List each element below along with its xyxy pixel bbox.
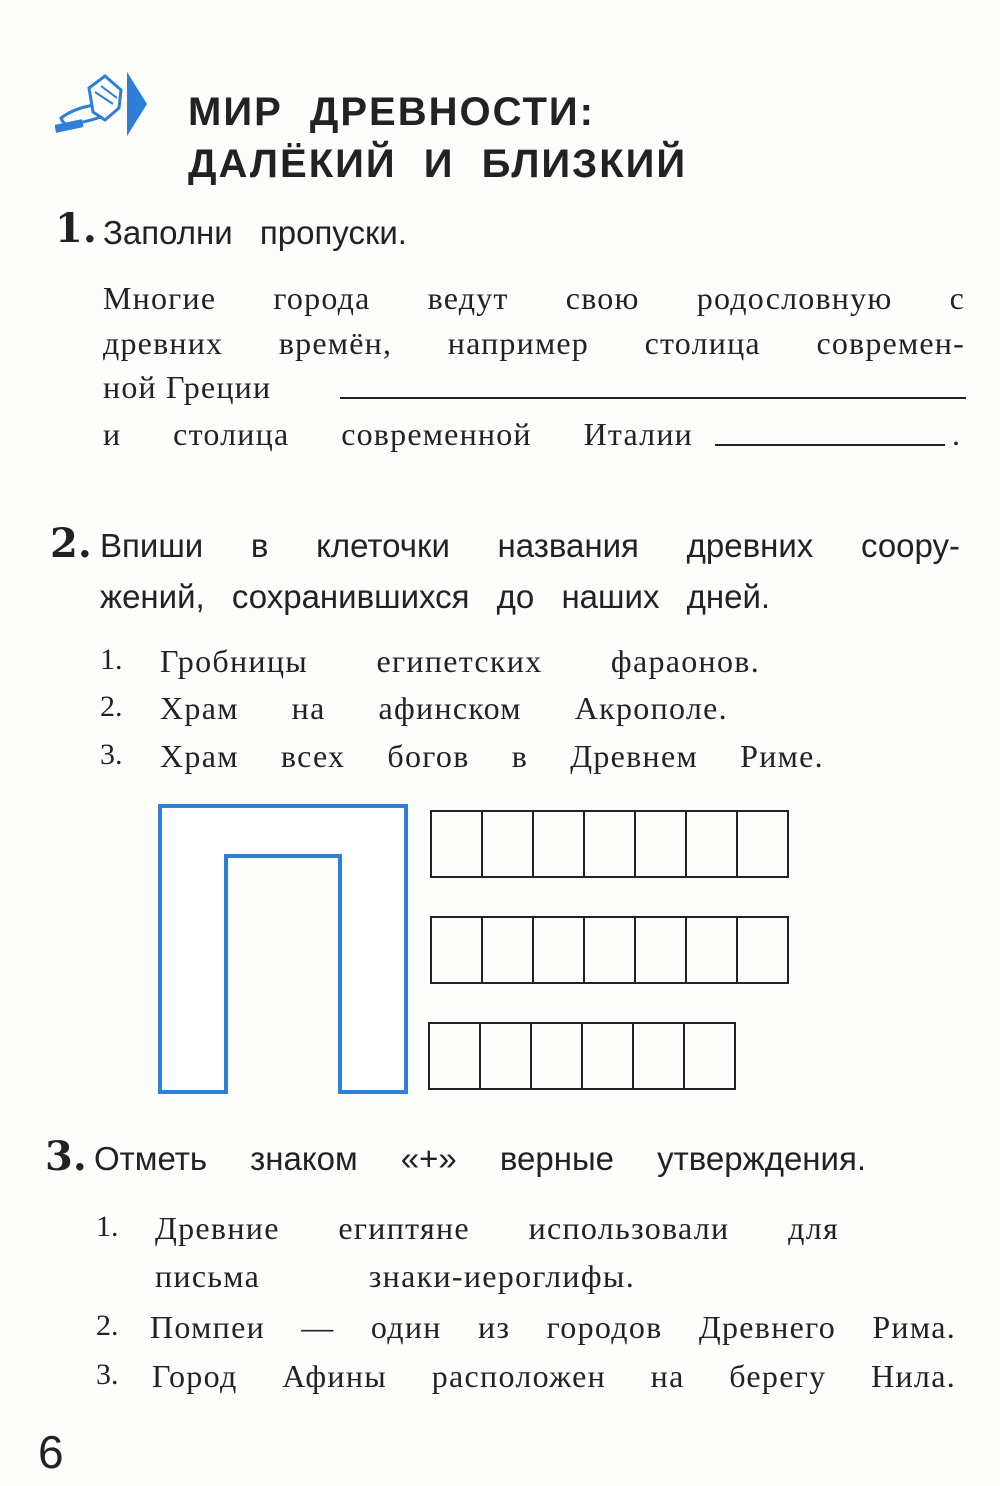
grid-cell[interactable]	[581, 1022, 634, 1090]
task2-item-num-2: 2.	[100, 690, 123, 723]
task1-line4-end: .	[952, 416, 962, 452]
task3-heading: Отметь знаком «+» верные утверждения.	[94, 1140, 866, 1177]
task1-number: 1.	[55, 205, 97, 252]
task1-line4: и столица современной Италии	[103, 416, 693, 452]
grid-cell[interactable]	[583, 916, 636, 984]
grid-cell[interactable]	[736, 916, 789, 984]
task3-number: 3.	[45, 1133, 87, 1180]
italy-capital-blank[interactable]	[715, 444, 945, 446]
grid-cell[interactable]	[430, 810, 483, 878]
pencil-hand-icon	[55, 68, 150, 140]
page-title-line1: МИР ДРЕВНОСТИ:	[188, 90, 595, 134]
task2-item-num-3: 3.	[100, 738, 123, 771]
task3-item-1-line1: Древние египтяне использовали для	[155, 1210, 839, 1246]
page-number: 6	[38, 1426, 64, 1478]
greece-capital-blank[interactable]	[340, 397, 966, 399]
grid-cell[interactable]	[583, 810, 636, 878]
task1-line1: Многие города ведут свою родословную с	[103, 280, 965, 316]
grid-cell[interactable]	[634, 916, 687, 984]
task3-item-2-line1: Помпеи — один из городов Древнего Рима.	[150, 1309, 956, 1345]
grid-cell[interactable]	[685, 916, 738, 984]
grid-cell[interactable]	[532, 810, 585, 878]
task2-item-text-2: Храм на афинском Акрополе.	[160, 690, 728, 726]
grid-cell[interactable]	[736, 810, 789, 878]
grid-cell[interactable]	[532, 916, 585, 984]
task3-item-3-line1: Город Афины расположен на берегу Нила.	[152, 1358, 956, 1394]
grid-row-1	[430, 810, 789, 878]
task2-heading-line2: жений, сохранившихся до наших дней.	[100, 578, 771, 615]
grid-cell[interactable]	[481, 916, 534, 984]
grid-cell[interactable]	[683, 1022, 736, 1090]
task3-item-num-2: 2.	[96, 1309, 119, 1342]
task2-heading-line1: Впиши в клеточки названия древних соору-	[100, 527, 960, 564]
task2-item-text-1: Гробницы египетских фараонов.	[160, 643, 760, 679]
grid-cell[interactable]	[685, 810, 738, 878]
grid-cell[interactable]	[634, 810, 687, 878]
task1-heading: Заполни пропуски.	[103, 214, 407, 251]
task3-item-1-line2: письма знаки-иероглифы.	[155, 1258, 635, 1294]
grid-row-3	[428, 1022, 736, 1090]
task1-line2: древних времён, например столица современ-	[103, 325, 965, 361]
task3-item-num-1: 1.	[96, 1210, 119, 1243]
grid-cell[interactable]	[428, 1022, 481, 1090]
task2-number: 2.	[50, 520, 92, 567]
grid-cell[interactable]	[530, 1022, 583, 1090]
grid-cell[interactable]	[430, 916, 483, 984]
letter-p-shape	[157, 803, 409, 1095]
grid-row-2	[430, 916, 789, 984]
grid-cell[interactable]	[481, 810, 534, 878]
page-title-line2: ДАЛЁКИЙ И БЛИЗКИЙ	[188, 142, 688, 186]
task2-item-text-3: Храм всех богов в Древнем Риме.	[160, 738, 824, 774]
task2-item-num-1: 1.	[100, 643, 123, 676]
task3-item-num-3: 3.	[96, 1358, 119, 1391]
grid-cell[interactable]	[632, 1022, 685, 1090]
task1-line3: ной Греции	[103, 369, 272, 405]
grid-cell[interactable]	[479, 1022, 532, 1090]
